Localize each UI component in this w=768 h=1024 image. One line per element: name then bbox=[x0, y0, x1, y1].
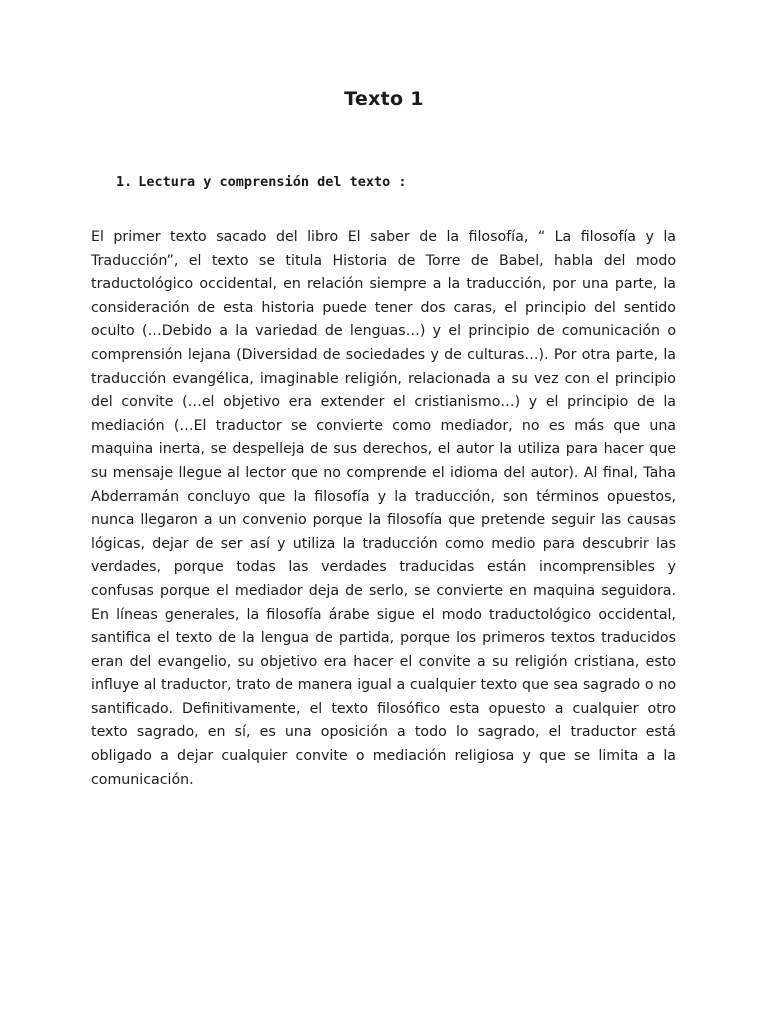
document-title: Texto 1 bbox=[344, 88, 424, 110]
body-paragraph: El primer texto sacado del libro El saber de la filosofía, “ La filosofía y la Traducción”, el texto se titula Historia de Torre de Babel, habla del modo traductológico occidental, en relación siempre a la traducción, por una parte, la consideración de esta historia puede tener dos caras, el principio del sentido oculto (…Debido a la variedad de lenguas…) y el principio de comunicación o comprensión lejana (Diversidad de sociedades y de culturas…). Por otra parte, la traducción evangélica, imaginable religión, relacionada a su vez con el principio del convite (…el objetivo era extender el cristianismo…) y el principio de la mediación (…El traductor se convierte como mediador, no es más que una maquina inerta, se despelleja de sus derechos, el autor la utiliza para hacer que su mensaje llegue al lector que no comprende el idioma del autor). Al final, Taha Abderramán concluyo que la filosofía y la traducción, son términos opuestos, nunca llegaron a un convenio porque la filosofía que pretende seguir las causas lógicas, dejar de ser así y utiliza la traducción como medio para descubrir las verdades, porque todas las verdades traducidas están incomprensibles y confusas porque el mediador deja de serlo, se convierte en maquina seguidora. En líneas generales, la filosofía árabe sigue el modo traductológico occidental, santifica el texto de la lengua de partida, porque los primeros textos traducidos eran del evangelio, su objetivo era hacer el convite a su religión cristiana, esto influye al traductor, trato de manera igual a cualquier texto que sea sagrado o no santificado. Definitivamente, el texto filosófico esta opuesto a cualquier otro texto sagrado, en sí, es una oposición a todo lo sagrado, el traductor está obligado a dejar cualquier convite o mediación religiosa y que se limita a la comunicación. bbox=[91, 229, 676, 788]
section-number: 1. bbox=[116, 174, 133, 190]
section-heading bbox=[116, 174, 406, 190]
section-heading-text: Lectura y comprensión del texto : bbox=[138, 174, 407, 190]
